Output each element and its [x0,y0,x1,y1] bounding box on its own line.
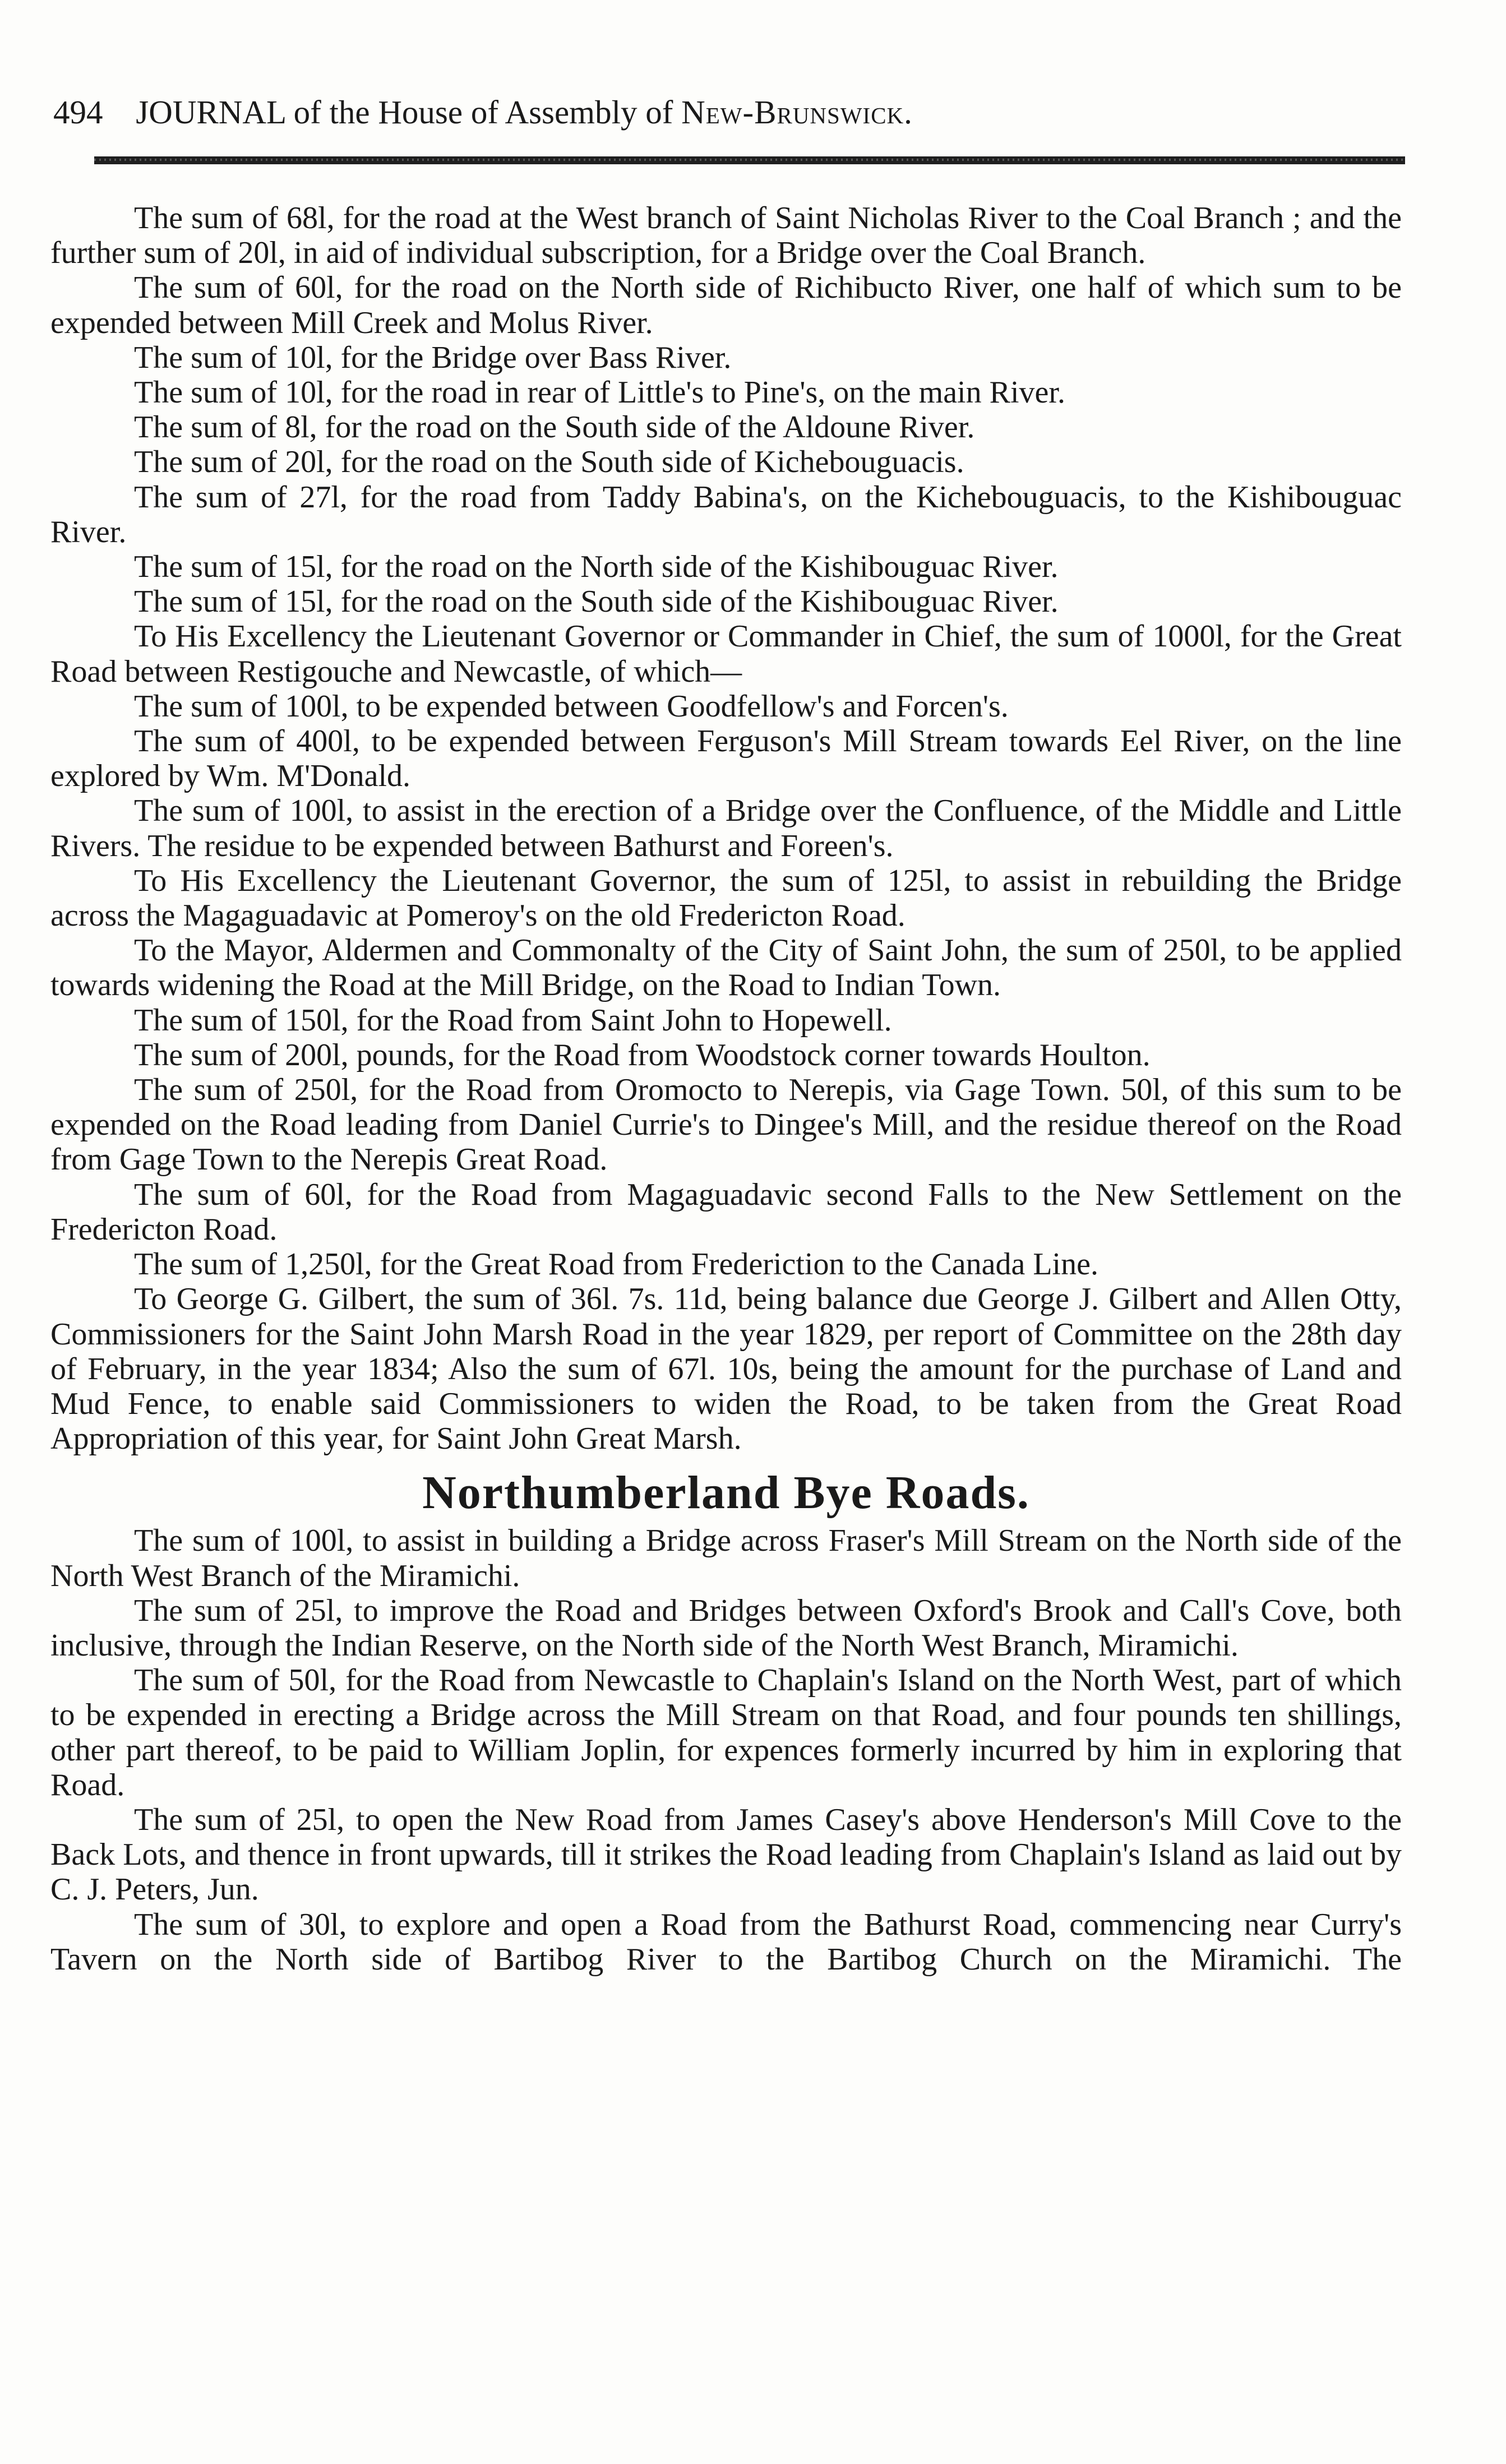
section-heading: Northumberland Bye Roads. [422,1467,1030,1519]
paragraph: The sum of 100l, to assist in the erection of a Bridge over the Confluence, of the Middle and Little Rivers. The residue to be expended between Bathurst and Foreen's. [50,793,1402,863]
paragraph: To George G. Gilbert, the sum of 36l. 7s. 11d, being balance due George J. Gilbert and Allen Otty, Commissioners for the Saint John Marsh Road in the year 1829, per report of Committee on the 28th day of February, in the year 1834; Also the sum of 67l. 10s, being the amount for the purchase of Land and Mud Fence, to enable said Commissioners to widen the Road, to be taken from the Great Road Appropriation of this year, for Saint John Great Marsh. [50,1282,1402,1457]
header-rule-texture [94,159,1405,161]
paragraph: To His Excellency the Lieutenant Governor, the sum of 125l, to assist in rebuilding the Bridge across the Magaguadavic at Pomeroy's on the old Fredericton Road. [50,863,1402,933]
paragraph: The sum of 10l, for the Bridge over Bass River. [134,340,732,375]
paragraph: The sum of 1,250l, for the Great Road from Frederiction to the Canada Line. [134,1247,1098,1282]
paragraph: To His Excellency the Lieutenant Governor or Commander in Chief, the sum of 1000l, for the Great Road between Restigouche and Newcastle, of which— [50,619,1402,689]
header-title: JOURNAL of the House of Assembly of [136,94,673,131]
paragraph: The sum of 60l, for the road on the North side of Richibucto River, one half of which sum to be expended between Mill Creek and Molus River. [50,270,1402,340]
header-province: New-Brunswick. [681,94,913,131]
page-number: 494 [53,94,103,131]
paragraph: The sum of 100l, to assist in building a Bridge across Fraser's Mill Stream on the North side of the North West Branch of the Miramichi. [50,1523,1402,1593]
paragraph: The sum of 15l, for the road on the North side of the Kishibouguac River. [134,549,1059,585]
paragraph: The sum of 60l, for the Road from Magaguadavic second Falls to the New Settlement on the Fredericton Road. [50,1177,1402,1247]
paragraph: The sum of 400l, to be expended between Ferguson's Mill Stream towards Eel River, on the line explored by Wm. M'Donald. [50,724,1402,794]
paragraph: The sum of 25l, to improve the Road and Bridges between Oxford's Brook and Call's Cove, both inclusive, through the Indian Reserve, on the North side of the North West Branch, Miramichi. [50,1593,1402,1663]
paragraph: The sum of 27l, for the road from Taddy Babina's, on the Kichebouguacis, to the Kishibouguac River. [50,479,1402,549]
paragraph: The sum of 15l, for the road on the South side of the Kishibouguac River. [134,584,1059,620]
paragraph: The sum of 150l, for the Road from Saint John to Hopewell. [134,1002,892,1038]
paragraph: The sum of 200l, pounds, for the Road from Woodstock corner towards Houlton. [134,1037,1151,1072]
paragraph: To the Mayor, Aldermen and Commonalty of the City of Saint John, the sum of 250l, to be applied towards widening the Road at the Mill Bridge, on the Road to Indian Town. [50,933,1402,1003]
paragraph: The sum of 250l, for the Road from Oromocto to Nerepis, via Gage Town. 50l, of this sum to be expended on the Road leading from Daniel Currie's to Dingee's Mill, and the residue thereof on the Road from Gage Town to the Nerepis Great Road. [50,1072,1402,1177]
paragraph: The sum of 50l, for the Road from Newcastle to Chaplain's Island on the North West, part of which to be expended in erecting a Bridge across the Mill Stream on that Road, and four pounds ten shillings, other part thereof, to be paid to William Joplin, for expences formerly incurred by him in exploring that Road. [50,1663,1402,1802]
paragraph: The sum of 8l, for the road on the South side of the Aldoune River. [134,410,975,445]
paragraph: The sum of 25l, to open the New Road from James Casey's above Henderson's Mill Cove to the Back Lots, and thence in front upwards, till it strikes the Road leading from Chaplain's Island as laid out by C. J. Peters, Jun. [50,1802,1402,1907]
paragraph: The sum of 30l, to explore and open a Road from the Bathurst Road, commencing near Curry's Tavern on the North side of Bartibog River to the Bartibog Church on the Miramichi. The [50,1907,1402,1977]
paragraph: The sum of 10l, for the road in rear of Little's to Pine's, on the main River. [134,375,1065,410]
paragraph: The sum of 68l, for the road at the West branch of Saint Nicholas River to the Coal Branch ; and the further sum of 20l, in aid of individual subscription, for a Bridge over the Coal Branch. [50,201,1402,271]
running-header [53,93,1405,132]
body-text [50,201,1402,1977]
paragraph: The sum of 100l, to be expended between Goodfellow's and Forcen's. [134,688,1009,724]
paragraph: The sum of 20l, for the road on the South side of Kichebouguacis. [134,445,964,480]
